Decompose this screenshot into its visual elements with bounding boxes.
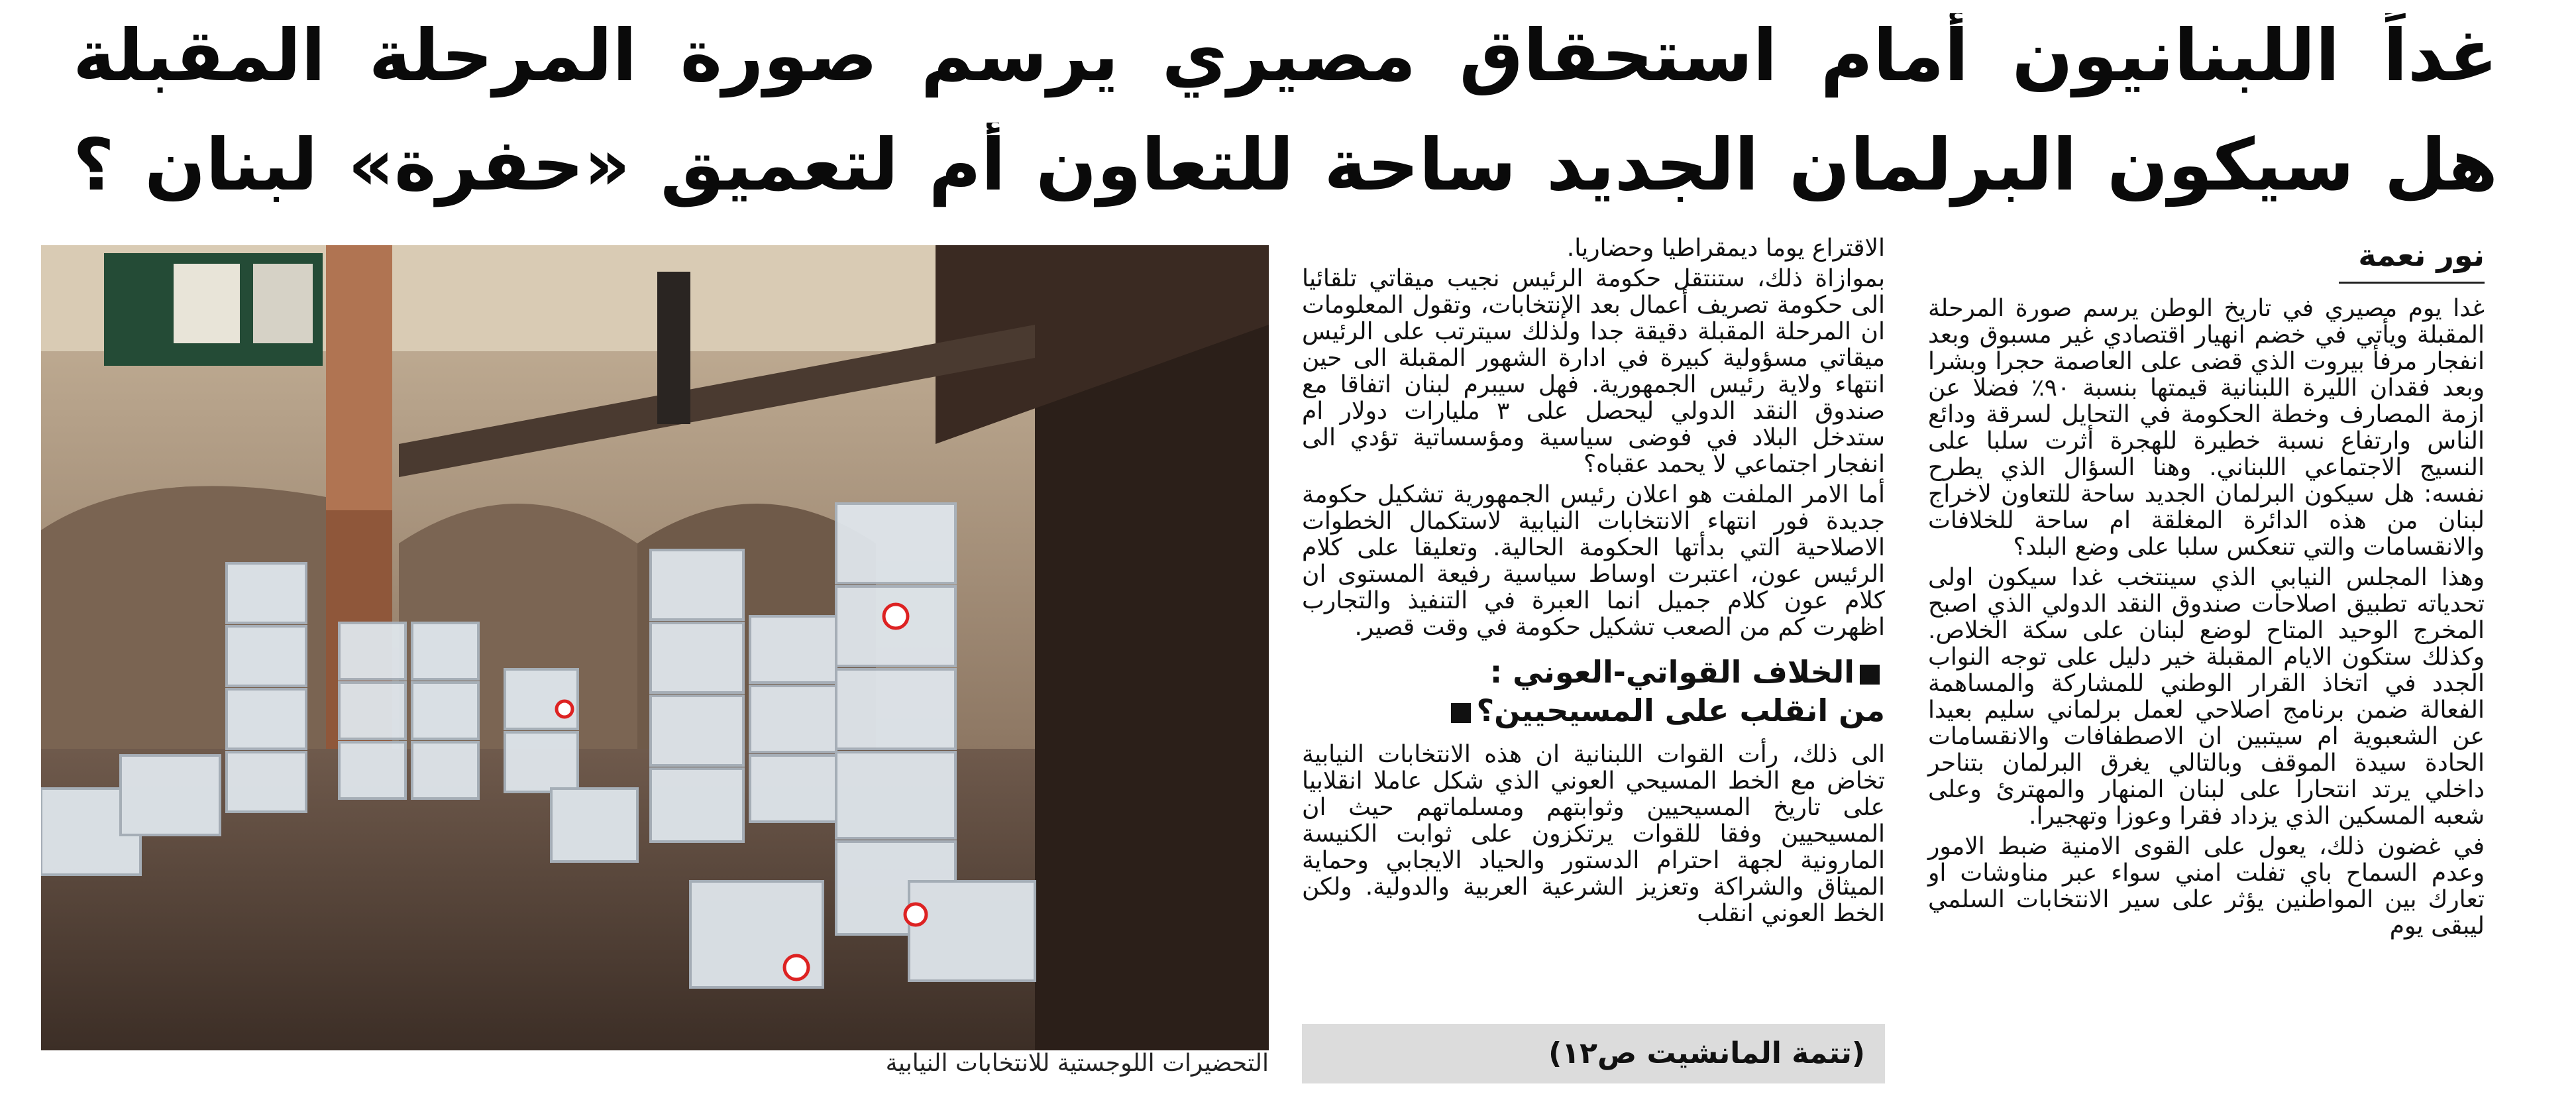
headline-line-2: هل سيكون البرلمان الجديد ساحة للتعاون أم لتعميق «حفرة» لبنان ؟ [73, 124, 2498, 207]
subheading [1302, 653, 1885, 730]
bullet-square-icon [1860, 665, 1880, 685]
ballot-boxes-photo-illustration [41, 245, 1269, 1050]
article-middle-column [1302, 235, 1885, 927]
article-paragraph: غدا يوم مصيري في تاريخ الوطن يرسم صورة المرحلة المقبلة ويأتي في خضم انهيار اقتصادي غير مسبوق وبعد انفجار مرفأ بيروت الذي قضى على العاصمة حجرا وبشرا وبعد فقدان الليرة اللبنانية قيمتها بنسبة ٩٠٪ فضلا عن ازمة المصارف وخطة الحكومة في التحايل لسرقة ودائع الناس وارتفاع نسبة خطيرة للهجرة أثرت سلبا على النسيج الاجتماعي اللبناني. وهنا السؤال الذي يطرح نفسه: هل سيكون البرلمان الجديد ساحة للتعاون لاخراج لبنان من هذه الدائرة المغلقة ام ساحة للخلافات والانقسامات والتي تنعكس سلبا على وضع البلد؟ [1928, 295, 2485, 561]
news-photo [41, 245, 1269, 1050]
byline: نور نعمة [2339, 235, 2485, 284]
subheading-line-1: الخلاف القواتي-العوني : [1489, 654, 1854, 690]
article-paragraph: أما الامر الملفت هو اعلان رئيس الجمهورية تشكيل حكومة جديدة فور انتهاء الانتخابات النيابية لاستكمال الخطوات الاصلاحية التي بدأتها الحكومة الحالية. وتعليقا على كلام الرئيس عون، اعتبرت اوساط سياسية رفيعة المستوى ان كلام عون كلام جميل انما العبرة في التنفيذ والتجارب اظهرت كم من الصعب تشكيل حكومة في وقت قصير. [1302, 481, 1885, 641]
article-paragraph: الاقتراع يوما ديمقراطيا وحضاريا. [1566, 235, 1885, 262]
continued-on-page-box[interactable]: (تتمة المانشيت ص١٢) [1302, 1024, 1885, 1083]
article-paragraph: الى ذلك، رأت القوات اللبنانية ان هذه الانتخابات النيابية تخاض مع الخط المسيحي العوني الذي شكل عاملا انقلابيا على تاريخ المسيحيين وثوابتهم ومسلماتهم حيث ان المسيحيين وفقا للقوات يرتكزون على ثوابت الكنيسة المارونية لجهة احترام الدستور والحياد الايجابي وحماية الميثاق والشراكة وتعزيز الشرعية العربية والدولية. ولكن الخط العوني انقلب [1302, 741, 1885, 927]
photo-caption: التحضيرات اللوجستية للانتخابات النيابية [885, 1050, 1269, 1077]
bullet-square-icon [1451, 703, 1471, 723]
subheading-line-2: من انقلب على المسيحيين؟ [1476, 692, 1885, 728]
article-right-column [1928, 235, 2485, 940]
article-paragraph: بموازاة ذلك، ستنتقل حكومة الرئيس نجيب ميقاتي تلقائيا الى حكومة تصريف أعمال بعد الإنتخابات، وتقول المعلومات ان المرحلة المقبلة دقيقة جدا ولذلك سيترتب على الرئيس ميقاتي مسؤولية كبيرة في ادارة الشهور المقبلة الى حين انتهاء ولاية رئيس الجمهورية. فهل سيبرم لبنان اتفاقا مع صندوق النقد الدولي ليحصل على ٣ مليارات دولار ام ستدخل البلاد في فوضى سياسية ومؤسساتية تؤدي الى انفجار اجتماعي لا يحمد عقباه؟ [1302, 265, 1885, 478]
article-paragraph: في غضون ذلك، يعول على القوى الامنية ضبط الامور وعدم السماح باي تفلت امني سواء عبر مناوشات او تعارك بين المواطنين يؤثر على سير الانتخابات السلمي ليبقى يوم [1928, 833, 2485, 940]
headline-line-1: غداً اللبنانيون أمام استحقاق مصيري يرسم صورة المرحلة المقبلة [73, 15, 2498, 97]
article-paragraph: وهذا المجلس النيابي الذي سينتخب غدا سيكون اولى تحدياته تطبيق اصلاحات صندوق النقد الدولي الذي اصبح المخرج الوحيد المتاح لوضع لبنان على سكة الخلاص. وكذلك ستكون الايام المقبلة خير دليل على توجه النواب الجدد في اتخاذ القرار الوطني للمشاركة والمساهمة الفعالة ضمن برنامج اصلاحي لعمل برلماني سليم بعيدا عن الشعبوية ام سيتبين ان الاصطفافات والانقسامات الحادة سيدة الموقف وبالتالي يغرق البرلمان بتناحر داخلي يرتد انتحارا على لبنان المنهار والمهترئ وعلى شعبه المسكين الذي يزداد فقرا وعوزا وتهجيرا. [1928, 564, 2485, 830]
